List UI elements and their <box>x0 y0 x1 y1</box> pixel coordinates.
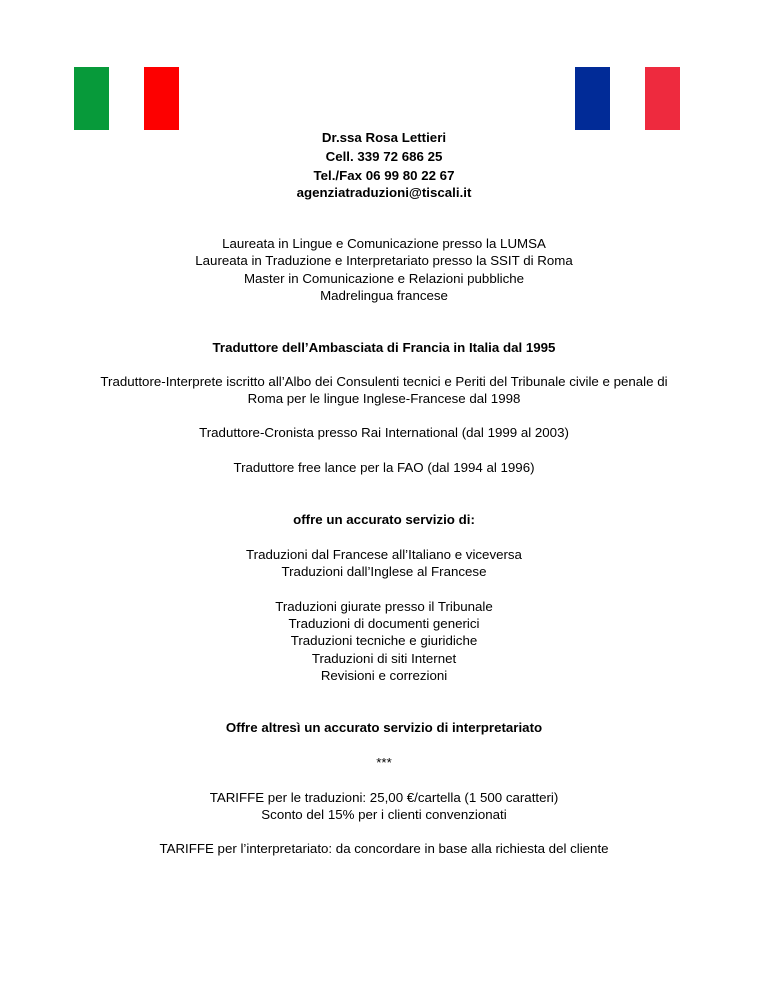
interpreting-rates: TARIFFE per l’interpretariato: da concordare in base alla richiesta del cliente <box>159 841 609 856</box>
service-type-item: Traduzioni tecniche e giuridiche <box>290 633 478 648</box>
contact-name: Dr.ssa Rosa Lettieri <box>321 130 447 145</box>
french-flag-red-stripe <box>645 67 680 130</box>
french-flag-white-stripe <box>610 67 645 130</box>
service-type-item: Revisioni e correzioni <box>320 668 448 683</box>
discount-note: Sconto del 15% per i clienti convenzionati <box>261 807 507 822</box>
interpreting-service: Offre altresì un accurato servizio di interpretariato <box>225 720 543 735</box>
translation-rates: TARIFFE per le traduzioni: 25,00 €/cartella (1 500 caratteri) <box>209 790 559 805</box>
tribunal-interpreter-line2: Roma per le lingue Inglese-Francese dal 1998 <box>247 391 521 406</box>
separator: *** <box>376 755 392 770</box>
embassy-translator: Traduttore dell’Ambasciata di Francia in Italia dal 1995 <box>212 340 556 355</box>
contact-telfax: Tel./Fax 06 99 80 22 67 <box>313 168 455 183</box>
qualification-item: Master in Comunicazione e Relazioni pubbliche <box>243 271 525 286</box>
services-heading: offre un accurato servizio di: <box>293 512 475 527</box>
contact-email: agenziatraduzioni@tiscali.it <box>296 185 472 200</box>
service-type-item: Traduzioni di siti Internet <box>311 651 457 666</box>
french-flag <box>575 67 680 130</box>
italian-flag-green-stripe <box>74 67 109 130</box>
qualification-item: Laureata in Lingue e Comunicazione presso la LUMSA <box>222 236 546 251</box>
qualification-item: Madrelingua francese <box>320 288 448 303</box>
service-language-item: Traduzioni dal Francese all’Italiano e viceversa <box>246 547 522 562</box>
rai-experience: Traduttore-Cronista presso Rai International (dal 1999 al 2003) <box>199 425 569 440</box>
service-language-item: Traduzioni dall’Inglese al Francese <box>281 564 487 579</box>
tribunal-interpreter-line1: Traduttore-Interprete iscritto all’Albo dei Consulenti tecnici e Periti del Tribunale civile e penale di <box>100 374 668 389</box>
italian-flag-red-stripe <box>144 67 179 130</box>
french-flag-blue-stripe <box>575 67 610 130</box>
fao-experience: Traduttore free lance per la FAO (dal 1994 al 1996) <box>233 460 535 475</box>
service-type-item: Traduzioni giurate presso il Tribunale <box>275 599 493 614</box>
qualification-item: Laureata in Traduzione e Interpretariato presso la SSIT di Roma <box>195 253 573 268</box>
service-type-item: Traduzioni di documenti generici <box>288 616 480 631</box>
italian-flag <box>74 67 179 130</box>
contact-cell: Cell. 339 72 686 25 <box>325 149 443 164</box>
italian-flag-white-stripe <box>109 67 144 130</box>
